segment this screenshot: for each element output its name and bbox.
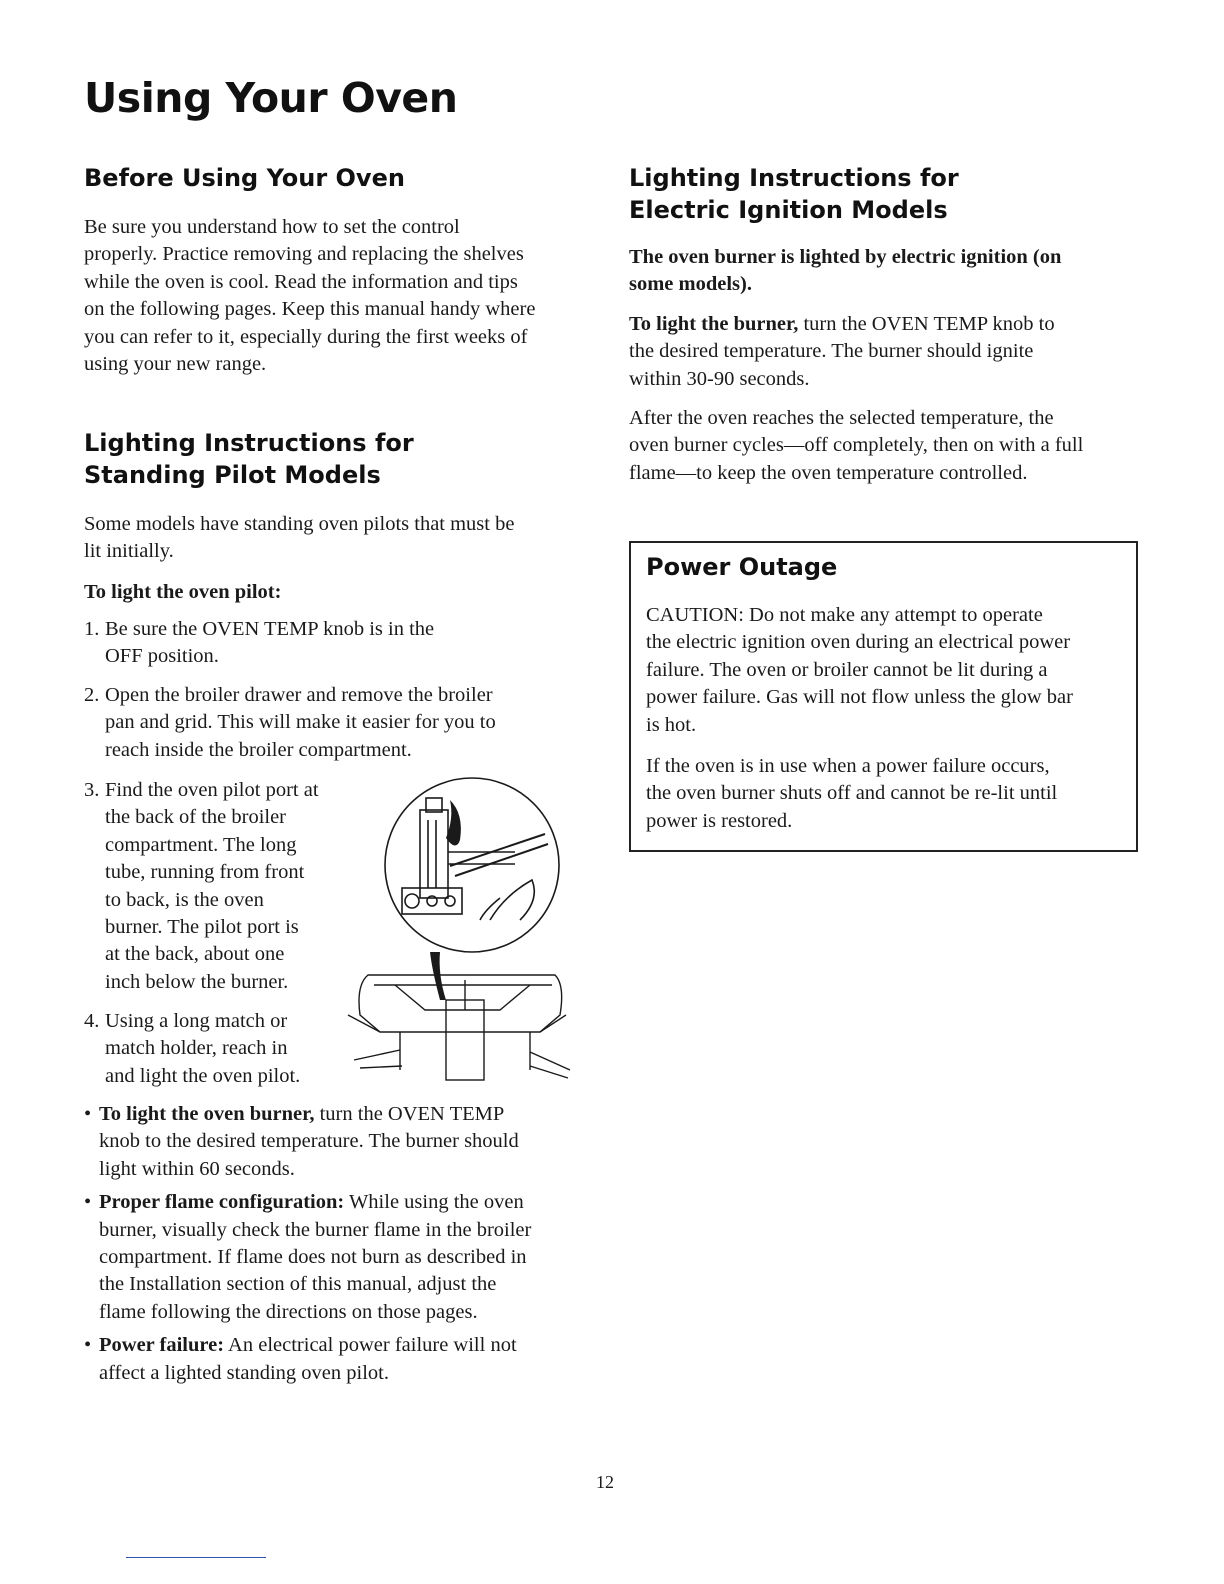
electric-heading-line2: Electric Ignition Models — [629, 196, 948, 224]
text-line: light within 60 seconds. — [99, 1157, 295, 1180]
before-paragraph — [84, 214, 535, 378]
bullet-dot-icon: • — [84, 1103, 92, 1125]
step-2 — [84, 682, 496, 764]
text-line: inch below the burner. — [105, 970, 289, 993]
pointer-icon — [430, 952, 446, 1000]
step-number: 1. — [84, 618, 100, 640]
text-line: pan and grid. This will make it easier for you to — [105, 711, 496, 734]
bullet-item — [84, 1189, 584, 1326]
text-line: An electrical power failure will not — [224, 1334, 517, 1357]
text-line: failure. The oven or broiler cannot be lit during a — [646, 658, 1048, 681]
text-line: reach inside the broiler compartment. — [105, 738, 412, 761]
step-number: 3. — [84, 779, 100, 801]
text-line: Find the oven pilot port at — [105, 779, 319, 801]
text-line: the electric ignition oven during an electrical power — [646, 631, 1071, 654]
text-line: OFF position. — [105, 645, 219, 668]
step-4 — [84, 1008, 300, 1090]
outage-heading: Power Outage — [646, 553, 838, 581]
text-line: flame—to keep the oven temperature controlled. — [629, 461, 1028, 484]
electric-heading — [629, 162, 959, 226]
page-number: 12 — [596, 1472, 614, 1492]
bullet-lead: Power failure: — [99, 1334, 225, 1357]
text-line: oven burner cycles—off completely, then on with a full — [629, 434, 1084, 457]
text-line: Using a long match or — [105, 1010, 288, 1032]
text-line: turn the OVEN TEMP knob to — [798, 313, 1055, 335]
text-line: compartment. The long — [105, 833, 297, 856]
text-line: to back, is the oven — [105, 888, 264, 911]
page-title: Using Your Oven — [84, 74, 458, 122]
text-line: compartment. If flame does not burn as described in — [99, 1246, 527, 1269]
text-line: you can refer to it, especially during the first weeks of — [84, 325, 528, 348]
text-line: the back of the broiler — [105, 806, 287, 829]
text-line: Be sure the OVEN TEMP knob is in the — [105, 618, 435, 640]
pilot-port-illustration — [340, 770, 575, 1085]
step-number: 2. — [84, 684, 100, 706]
bullet-item — [84, 1101, 584, 1183]
text-line: affect a lighted standing oven pilot. — [99, 1361, 389, 1384]
text-line: match holder, reach in — [105, 1037, 288, 1060]
text-line: on the following pages. Keep this manual handy where — [84, 298, 536, 321]
text-line: some models). — [629, 273, 752, 296]
text-line: knob to the desired temperature. The burner should — [99, 1130, 519, 1153]
text-line: flame following the directions on those pages. — [99, 1300, 478, 1323]
text-line: the oven burner shuts off and cannot be re-lit until — [646, 782, 1058, 805]
bullet-lead: To light the oven burner, — [99, 1103, 315, 1125]
magnifier-circle — [385, 778, 559, 952]
bullet-item — [84, 1332, 584, 1387]
text-line: and light the oven pilot. — [105, 1064, 301, 1087]
text-line: CAUTION: Do not make any attempt to operate — [646, 604, 1043, 626]
text-line: while the oven is cool. Read the information and tips — [84, 270, 518, 293]
text-line: using your new range. — [84, 353, 267, 376]
text-line: While using the oven — [344, 1191, 524, 1214]
outage-paragraph-1 — [646, 602, 1073, 739]
text-line: Be sure you understand how to set the control — [84, 216, 460, 238]
text-line: The oven burner is lighted by electric ignition (on — [629, 246, 1062, 268]
before-heading: Before Using Your Oven — [84, 164, 405, 192]
text-line: Open the broiler drawer and remove the broiler — [105, 684, 493, 706]
text-line: Some models have standing oven pilots that must be — [84, 513, 515, 535]
paragraph-lead: To light the burner, — [629, 313, 799, 335]
electric-paragraph-2 — [629, 311, 1055, 393]
outage-paragraph-2 — [646, 753, 1057, 835]
text-line: properly. Practice removing and replacing the shelves — [84, 243, 524, 266]
text-line: power failure. Gas will not flow unless the glow bar — [646, 686, 1073, 709]
broiler-compartment — [348, 975, 570, 1080]
standing-heading-line2: Standing Pilot Models — [84, 461, 381, 489]
text-line: If the oven is in use when a power failure occurs, — [646, 755, 1050, 777]
text-line: lit initially. — [84, 540, 174, 563]
bullet-dot-icon: • — [84, 1334, 92, 1357]
text-line: tube, running from front — [105, 861, 305, 884]
electric-heading-line1: Lighting Instructions for — [629, 164, 959, 192]
text-line: is hot. — [646, 713, 697, 736]
text-line: turn the OVEN TEMP — [314, 1103, 505, 1125]
footer-rule — [126, 1557, 266, 1558]
bullet-dot-icon: • — [84, 1191, 92, 1214]
text-line: burner. The pilot port is — [105, 916, 299, 939]
pilot-bracket — [420, 810, 448, 898]
standing-intro — [84, 511, 514, 566]
standing-heading — [84, 427, 414, 491]
text-line: the desired temperature. The burner should ignite — [629, 340, 1034, 363]
text-line: the Installation section of this manual, adjust the — [99, 1273, 497, 1296]
bullet-list — [84, 1101, 584, 1387]
step-3 — [84, 777, 319, 996]
electric-paragraph-3 — [629, 405, 1083, 487]
step-1 — [84, 616, 434, 671]
bullet-lead: Proper flame configuration: — [99, 1191, 345, 1214]
power-outage-box — [629, 541, 1138, 852]
text-line: After the oven reaches the selected temperature, the — [629, 407, 1054, 429]
electric-intro — [629, 244, 1061, 299]
step-number: 4. — [84, 1010, 100, 1032]
text-line: burner, visually check the burner flame in the broiler — [99, 1218, 532, 1241]
standing-heading-line1: Lighting Instructions for — [84, 429, 414, 457]
text-line: power is restored. — [646, 809, 793, 832]
text-line: at the back, about one — [105, 943, 285, 966]
standing-subhead: To light the oven pilot: — [84, 581, 282, 603]
text-line: within 30-90 seconds. — [629, 367, 810, 390]
